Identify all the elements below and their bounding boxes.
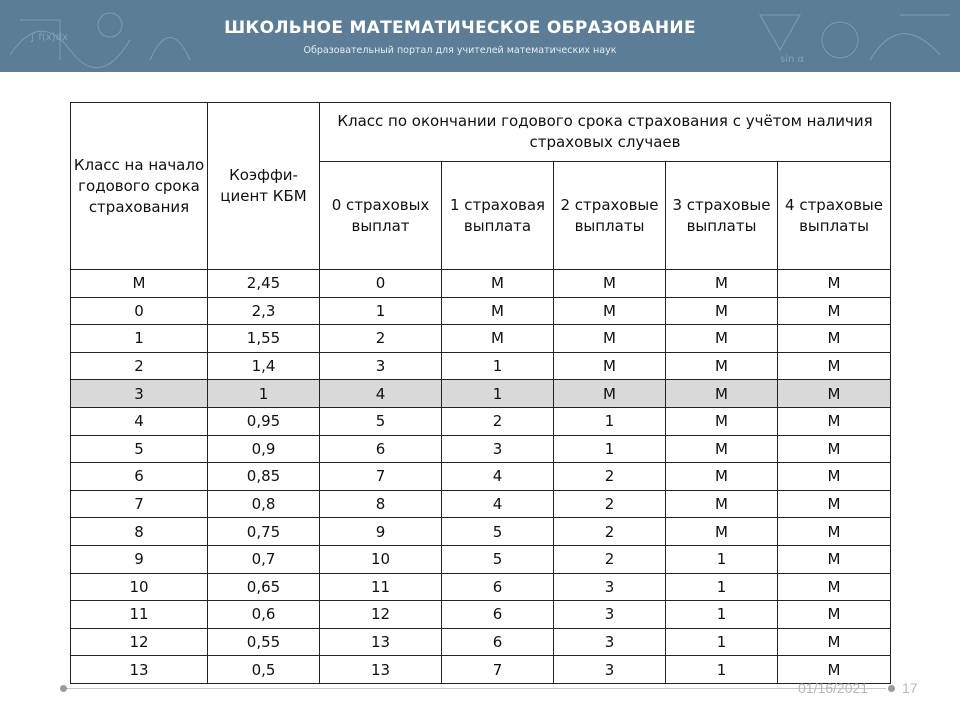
table-cell: 1 bbox=[554, 435, 666, 463]
table-row bbox=[71, 380, 891, 408]
table-cell: 3 bbox=[554, 656, 666, 684]
table-cell: 0,7 bbox=[208, 545, 320, 573]
table-cell: М bbox=[778, 545, 891, 573]
table-cell: 11 bbox=[320, 573, 442, 601]
table-cell: 3 bbox=[71, 380, 208, 408]
table-cell: 5 bbox=[442, 545, 554, 573]
table-cell: М bbox=[666, 297, 778, 325]
table-cell: 6 bbox=[442, 601, 554, 629]
table-cell: М bbox=[666, 380, 778, 408]
table-cell: 6 bbox=[442, 573, 554, 601]
table-cell: 4 bbox=[71, 407, 208, 435]
table-row bbox=[71, 270, 891, 298]
header-payouts-1: 1 страховая выплата bbox=[442, 162, 554, 270]
table-cell: М bbox=[778, 628, 891, 656]
table-cell: 12 bbox=[320, 601, 442, 629]
table-cell: 0 bbox=[320, 270, 442, 298]
footer-dot-right bbox=[888, 685, 895, 692]
table-row bbox=[71, 518, 891, 546]
table-cell: 2 bbox=[554, 463, 666, 491]
table-cell: 1,4 bbox=[208, 352, 320, 380]
table-cell: 1 bbox=[666, 628, 778, 656]
svg-text:sin α: sin α bbox=[780, 54, 805, 65]
table-cell: М bbox=[778, 270, 891, 298]
table-cell: 13 bbox=[71, 656, 208, 684]
table-cell: 2 bbox=[320, 325, 442, 353]
table-row bbox=[71, 297, 891, 325]
table-cell: 7 bbox=[71, 490, 208, 518]
footer-divider bbox=[66, 688, 886, 689]
table-cell: 1 bbox=[320, 297, 442, 325]
table-cell: М bbox=[666, 352, 778, 380]
table-cell: М bbox=[666, 270, 778, 298]
table-cell: 2 bbox=[554, 490, 666, 518]
footer-dot-left bbox=[60, 685, 67, 692]
table-cell: М bbox=[778, 656, 891, 684]
table-row bbox=[71, 435, 891, 463]
table-cell: М bbox=[666, 407, 778, 435]
table-cell: 11 bbox=[71, 601, 208, 629]
table-cell: 1 bbox=[554, 407, 666, 435]
header-payouts-0: 0 страховых выплат bbox=[320, 162, 442, 270]
table-cell: М bbox=[442, 297, 554, 325]
table-cell: 1 bbox=[666, 656, 778, 684]
table-row bbox=[71, 628, 891, 656]
table-cell: 1 bbox=[208, 380, 320, 408]
table-cell: 1 bbox=[666, 573, 778, 601]
table-cell: М bbox=[666, 463, 778, 491]
table-cell: 3 bbox=[554, 601, 666, 629]
table-cell: 0 bbox=[71, 297, 208, 325]
table-cell: М bbox=[554, 270, 666, 298]
table-cell: 9 bbox=[71, 545, 208, 573]
table-cell: 3 bbox=[320, 352, 442, 380]
table-cell: 3 bbox=[554, 573, 666, 601]
table-cell: М bbox=[778, 518, 891, 546]
table-cell: М bbox=[778, 297, 891, 325]
table-body bbox=[71, 270, 891, 684]
table-cell: М bbox=[778, 352, 891, 380]
table-cell: 0,65 bbox=[208, 573, 320, 601]
table-cell: М bbox=[666, 435, 778, 463]
table-cell: 8 bbox=[71, 518, 208, 546]
slide-number: 17 bbox=[902, 680, 918, 696]
banner-title: ШКОЛЬНОЕ МАТЕМАТИЧЕСКОЕ ОБРАЗОВАНИЕ bbox=[224, 18, 696, 38]
header-end-class-group: Класс по окончании годового срока страхования с учётом наличия страховых случаев bbox=[320, 103, 891, 162]
table-cell: 1 bbox=[71, 325, 208, 353]
header-coefficient: Коэффи-циент КБМ bbox=[208, 103, 320, 270]
header-banner bbox=[0, 0, 960, 72]
table-cell: 2,3 bbox=[208, 297, 320, 325]
table-cell: 0,8 bbox=[208, 490, 320, 518]
table-cell: 7 bbox=[320, 463, 442, 491]
table-cell: 1 bbox=[666, 601, 778, 629]
table-cell: 6 bbox=[442, 628, 554, 656]
table-cell: 3 bbox=[554, 628, 666, 656]
table-row bbox=[71, 490, 891, 518]
table-cell: 4 bbox=[442, 463, 554, 491]
table-row bbox=[71, 463, 891, 491]
table-cell: 8 bbox=[320, 490, 442, 518]
table-cell: 0,75 bbox=[208, 518, 320, 546]
svg-text:∫ f(x)dx: ∫ f(x)dx bbox=[30, 32, 68, 43]
table-cell: 1 bbox=[442, 380, 554, 408]
table-row bbox=[71, 573, 891, 601]
table-cell: 6 bbox=[71, 463, 208, 491]
table-cell: 0,95 bbox=[208, 407, 320, 435]
table-cell: М bbox=[554, 325, 666, 353]
table-cell: 0,85 bbox=[208, 463, 320, 491]
table-cell: М bbox=[71, 270, 208, 298]
table-cell: 1 bbox=[666, 545, 778, 573]
table-row bbox=[71, 545, 891, 573]
table-row bbox=[71, 325, 891, 353]
table-cell: 2 bbox=[554, 518, 666, 546]
table-cell: М bbox=[666, 518, 778, 546]
table-cell: М bbox=[778, 325, 891, 353]
table-cell: М bbox=[778, 380, 891, 408]
table-cell: М bbox=[778, 463, 891, 491]
table-cell: М bbox=[778, 490, 891, 518]
table-cell: 1 bbox=[442, 352, 554, 380]
table-cell: 4 bbox=[320, 380, 442, 408]
footer-date: 01/16/2021 bbox=[798, 680, 869, 696]
header-payouts-3: 3 страховые выплаты bbox=[666, 162, 778, 270]
table-cell: М bbox=[666, 325, 778, 353]
table-cell: М bbox=[778, 407, 891, 435]
table-cell: 5 bbox=[320, 407, 442, 435]
table-cell: 5 bbox=[442, 518, 554, 546]
table-cell: 13 bbox=[320, 656, 442, 684]
header-start-class: Класс на начало годового срока страхования bbox=[71, 103, 208, 270]
table-cell: М bbox=[442, 270, 554, 298]
table-cell: 4 bbox=[442, 490, 554, 518]
table-cell: 2,45 bbox=[208, 270, 320, 298]
table-cell: М bbox=[554, 352, 666, 380]
table-cell: 2 bbox=[71, 352, 208, 380]
header-payouts-2: 2 страховые выплаты bbox=[554, 162, 666, 270]
table-cell: 6 bbox=[320, 435, 442, 463]
table-cell: 3 bbox=[442, 435, 554, 463]
kbm-table bbox=[70, 102, 891, 684]
table-cell: 2 bbox=[554, 545, 666, 573]
table-cell: 9 bbox=[320, 518, 442, 546]
table-cell: 10 bbox=[320, 545, 442, 573]
table-cell: 5 bbox=[71, 435, 208, 463]
table-cell: 12 bbox=[71, 628, 208, 656]
table-cell: 10 bbox=[71, 573, 208, 601]
table-cell: 0,9 bbox=[208, 435, 320, 463]
table-cell: М bbox=[442, 325, 554, 353]
table-row bbox=[71, 601, 891, 629]
table-cell: 7 bbox=[442, 656, 554, 684]
table-cell: 0,5 bbox=[208, 656, 320, 684]
table-cell: 0,55 bbox=[208, 628, 320, 656]
table-row bbox=[71, 656, 891, 684]
table-cell: М bbox=[554, 380, 666, 408]
table-cell: 13 bbox=[320, 628, 442, 656]
table-row bbox=[71, 407, 891, 435]
table-row bbox=[71, 352, 891, 380]
table-cell: 1,55 bbox=[208, 325, 320, 353]
table-cell: М bbox=[666, 490, 778, 518]
table-cell: М bbox=[554, 297, 666, 325]
table-cell: 2 bbox=[442, 407, 554, 435]
header-payouts-4: 4 страховые выплаты bbox=[778, 162, 891, 270]
table-cell: М bbox=[778, 601, 891, 629]
banner-subtitle: Образовательный портал для учителей математических наук bbox=[303, 45, 617, 56]
table-cell: М bbox=[778, 435, 891, 463]
table-cell: М bbox=[778, 573, 891, 601]
table-cell: 0,6 bbox=[208, 601, 320, 629]
